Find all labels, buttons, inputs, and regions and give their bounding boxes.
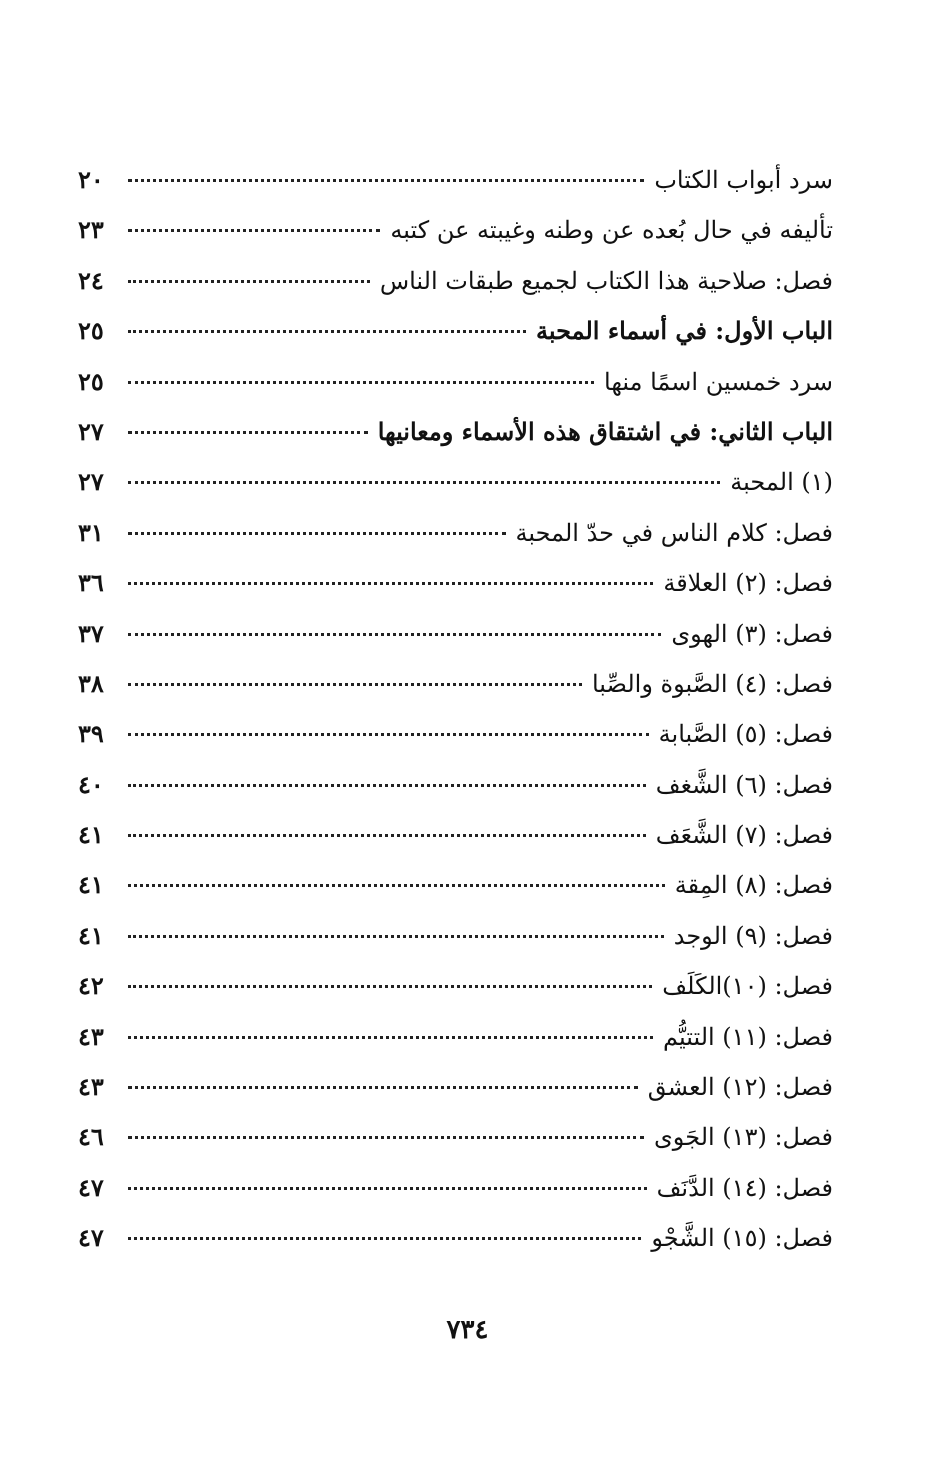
toc-entry-page: ٢٥ <box>78 366 104 396</box>
toc-entry-title: سرد خمسين اسمًا منها <box>604 367 833 396</box>
toc-entry-page: ٢٧ <box>78 467 104 497</box>
toc-entry-title: فصل: (٣) الهوى <box>671 619 833 648</box>
toc-row <box>78 558 833 608</box>
toc-row <box>78 1012 833 1062</box>
dot-leader <box>128 784 646 787</box>
toc-entry-page: ٤٧ <box>78 1223 104 1253</box>
toc-row <box>78 256 833 306</box>
dot-leader <box>128 1136 644 1139</box>
toc-row <box>78 205 833 255</box>
toc-entry-page: ٢٥ <box>78 316 104 346</box>
dot-leader <box>128 532 506 535</box>
page-number: ٧٣٤ <box>446 1315 489 1345</box>
toc-entry-page: ٤١ <box>78 820 104 850</box>
toc-entry-page: ٤١ <box>78 920 104 950</box>
dot-leader <box>128 582 653 585</box>
dot-leader <box>128 884 665 887</box>
toc-row <box>78 457 833 507</box>
dot-leader <box>128 381 594 384</box>
toc-entry-page: ٤٣ <box>78 1072 104 1102</box>
toc-entry-page: ٤٣ <box>78 1021 104 1051</box>
toc-row <box>78 961 833 1011</box>
toc-row <box>78 155 833 205</box>
toc-row <box>78 709 833 759</box>
dot-leader <box>128 330 526 333</box>
toc-entry-title: فصل: (١٠)الكَلَف <box>662 972 833 1001</box>
toc-entry-page: ٢٧ <box>78 416 104 446</box>
toc-row <box>78 659 833 709</box>
toc-entry-title: فصل: (١٥) الشَّجْو <box>651 1224 833 1253</box>
toc-chapter-title: الباب الثاني: في اشتقاق هذه الأسماء ومعانيها <box>377 416 833 446</box>
dot-leader <box>128 280 370 283</box>
toc-row <box>78 609 833 659</box>
toc-row <box>78 1163 833 1213</box>
toc-entry-title: (١) المحبة <box>730 468 833 497</box>
toc-entry-page: ٣٩ <box>78 719 104 749</box>
toc-row <box>78 911 833 961</box>
toc-row <box>78 1112 833 1162</box>
toc-entry-page: ٤٠ <box>78 769 104 799</box>
dot-leader <box>128 834 646 837</box>
toc-entry-page: ٣٦ <box>78 568 104 598</box>
toc-chapter-row <box>78 407 833 457</box>
dot-leader <box>128 985 652 988</box>
toc-entry-title: فصل: (٦) الشَّغف <box>655 770 833 799</box>
toc-entry-title: فصل: كلام الناس في حدّ المحبة <box>515 518 833 547</box>
toc-entry-title: فصل: (٥) الصَّبابة <box>658 720 833 749</box>
toc-entry-title: فصل: (٨) المِقة <box>674 871 833 900</box>
dot-leader <box>128 1187 647 1190</box>
dot-leader <box>128 1086 638 1089</box>
toc-entry-title: فصل: (٤) الصَّبوة والصِّبا <box>591 669 833 698</box>
toc-entry-title: فصل: (٧) الشَّعَف <box>655 821 833 850</box>
toc-entry-title: فصل: (١١) التتيُّم <box>663 1022 833 1051</box>
dot-leader <box>128 633 661 636</box>
table-of-contents <box>78 155 833 1264</box>
toc-row <box>78 1062 833 1112</box>
toc-entry-title: فصل: (١٢) العشق <box>647 1073 833 1102</box>
toc-entry-page: ٤٦ <box>78 1122 104 1152</box>
toc-row <box>78 760 833 810</box>
toc-entry-title: تأليفه في حال بُعده عن وطنه وغيبته عن كتبه <box>390 216 833 245</box>
dot-leader <box>128 733 649 736</box>
toc-entry-page: ٣٨ <box>78 668 104 698</box>
dot-leader <box>128 431 368 434</box>
toc-entry-title: سرد أبواب الكتاب <box>654 166 833 194</box>
toc-entry-page: ٢٣ <box>78 215 104 245</box>
dot-leader <box>128 683 582 686</box>
dot-leader <box>128 935 664 938</box>
toc-entry-title: فصل: (٢) العلاقة <box>663 569 833 598</box>
toc-chapter-row <box>78 306 833 356</box>
toc-entry-title: فصل: (٩) الوجد <box>673 921 833 950</box>
dot-leader <box>128 1237 641 1240</box>
toc-row <box>78 810 833 860</box>
toc-entry-title: فصل: (١٤) الدَّنَف <box>656 1173 833 1202</box>
toc-entry-page: ٤٧ <box>78 1172 104 1202</box>
dot-leader <box>128 481 720 484</box>
toc-entry-title: فصل: صلاحية هذا الكتاب لجميع طبقات الناس <box>379 266 833 295</box>
toc-row <box>78 1213 833 1263</box>
toc-entry-page: ٤١ <box>78 870 104 900</box>
toc-entry-page: ٢٤ <box>78 265 104 295</box>
toc-entry-page: ٣٧ <box>78 618 104 648</box>
toc-entry-title: فصل: (١٣) الجَوى <box>654 1123 833 1152</box>
dot-leader <box>128 179 644 182</box>
dot-leader <box>128 229 380 232</box>
toc-row <box>78 357 833 407</box>
toc-row <box>78 860 833 910</box>
dot-leader <box>128 1036 653 1039</box>
toc-chapter-title: الباب الأول: في أسماء المحبة <box>536 316 833 346</box>
toc-entry-page: ٢٠ <box>78 165 104 194</box>
toc-entry-page: ٣١ <box>78 517 104 547</box>
toc-row <box>78 508 833 558</box>
toc-entry-page: ٤٢ <box>78 971 104 1001</box>
